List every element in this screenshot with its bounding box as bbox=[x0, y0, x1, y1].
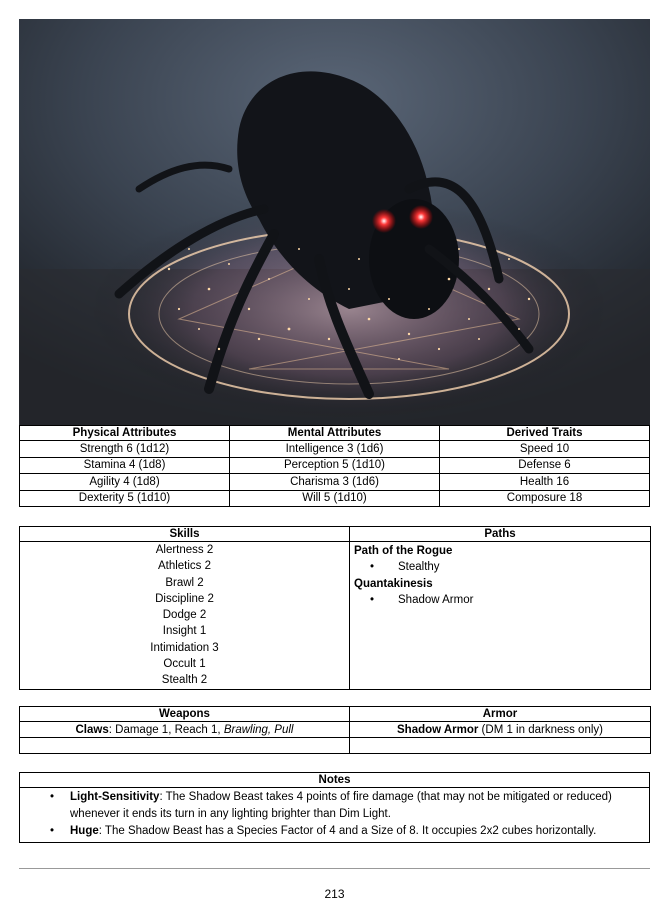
skills-header: Skills bbox=[20, 527, 350, 542]
weapons-armor-table bbox=[19, 706, 651, 754]
notes-body bbox=[20, 788, 650, 843]
notes-header: Notes bbox=[20, 773, 650, 788]
armor-name: Shadow Armor bbox=[397, 723, 479, 736]
mental-attributes-header: Mental Attributes bbox=[230, 426, 440, 441]
derived-traits-header: Derived Traits bbox=[440, 426, 650, 441]
skills-paths-body bbox=[20, 542, 651, 690]
path-ability bbox=[354, 559, 646, 575]
physical-attribute: Dexterity 5 (1d10) bbox=[20, 490, 230, 507]
physical-attribute: Agility 4 (1d8) bbox=[20, 474, 230, 491]
physical-attribute: Stamina 4 (1d8) bbox=[20, 457, 230, 474]
note-term: Light-Sensitivity bbox=[70, 791, 160, 803]
skills-paths-header-row bbox=[20, 527, 651, 542]
mental-attribute: Will 5 (1d10) bbox=[230, 490, 440, 507]
armor-description: (DM 1 in darkness only) bbox=[478, 723, 603, 736]
paths-header: Paths bbox=[350, 527, 651, 542]
weapons-armor-header-row bbox=[20, 707, 651, 722]
empty-armor-cell bbox=[350, 738, 651, 754]
path-ability-label: Shadow Armor bbox=[398, 593, 474, 606]
attributes-row bbox=[20, 474, 650, 491]
bullet-icon: • bbox=[370, 561, 375, 574]
armor-header: Armor bbox=[350, 707, 651, 722]
skill-item: Brawl 2 bbox=[165, 576, 204, 589]
derived-trait: Composure 18 bbox=[440, 490, 650, 507]
derived-trait: Speed 10 bbox=[440, 441, 650, 458]
skill-item: Stealth 2 bbox=[161, 674, 208, 687]
physical-attributes-header: Physical Attributes bbox=[20, 426, 230, 441]
notes-header-row bbox=[20, 773, 650, 788]
weapon-name: Claws bbox=[75, 723, 109, 736]
path-ability bbox=[354, 592, 646, 608]
path-name: Path of the Rogue bbox=[354, 545, 453, 557]
note-text: : The Shadow Beast takes 4 points of fire damage (that may not be mitigated or reduced) whenever it ends its turn in any lighting brighter than Dim Light. bbox=[70, 791, 612, 820]
weapon-entry bbox=[20, 722, 350, 738]
weapons-armor-empty-row bbox=[20, 738, 651, 754]
footer-divider bbox=[19, 868, 650, 869]
physical-attribute: Strength 6 (1d12) bbox=[20, 441, 230, 458]
paths-list bbox=[350, 542, 651, 690]
bullet-icon: • bbox=[50, 791, 55, 803]
path-ability-label: Stealthy bbox=[398, 561, 440, 574]
path-name: Quantakinesis bbox=[354, 577, 433, 590]
empty-weapon-cell bbox=[20, 738, 350, 754]
weapon-stats: : Damage 1, Reach 1, bbox=[108, 723, 224, 736]
attributes-row bbox=[20, 441, 650, 458]
skills-paths-table bbox=[19, 526, 651, 690]
skill-item: Insight 1 bbox=[162, 625, 207, 638]
skill-item: Dodge 2 bbox=[162, 609, 207, 622]
notes-table bbox=[19, 772, 650, 843]
mental-attribute: Perception 5 (1d10) bbox=[230, 457, 440, 474]
skills-list bbox=[20, 542, 350, 690]
attributes-row bbox=[20, 457, 650, 474]
notes-list bbox=[20, 788, 650, 843]
skill-item: Occult 1 bbox=[163, 658, 206, 671]
bullet-icon: • bbox=[370, 593, 375, 606]
attributes-table bbox=[19, 425, 650, 507]
armor-entry bbox=[350, 722, 651, 738]
weapons-header: Weapons bbox=[20, 707, 350, 722]
derived-trait: Defense 6 bbox=[440, 457, 650, 474]
skill-item: Discipline 2 bbox=[155, 592, 214, 605]
shadow-beast-illustration bbox=[19, 19, 650, 425]
bullet-icon: • bbox=[50, 825, 55, 837]
note-item bbox=[26, 823, 643, 840]
mental-attribute: Charisma 3 (1d6) bbox=[230, 474, 440, 491]
note-text: : The Shadow Beast has a Species Factor of 4 and a Size of 8. It occupies 2x2 cubes horizontally. bbox=[98, 825, 597, 837]
skill-item: Intimidation 3 bbox=[150, 641, 219, 654]
attributes-row bbox=[20, 490, 650, 507]
weapon-tags: Brawling, Pull bbox=[223, 723, 294, 736]
weapons-armor-row bbox=[20, 722, 651, 738]
page-number: 213 bbox=[324, 887, 345, 901]
skill-item: Athletics 2 bbox=[157, 560, 212, 573]
note-item bbox=[26, 789, 643, 823]
attributes-header-row bbox=[20, 426, 650, 441]
note-term: Huge bbox=[70, 825, 99, 837]
derived-trait: Health 16 bbox=[440, 474, 650, 491]
skill-item: Alertness 2 bbox=[155, 544, 214, 556]
mental-attribute: Intelligence 3 (1d6) bbox=[230, 441, 440, 458]
